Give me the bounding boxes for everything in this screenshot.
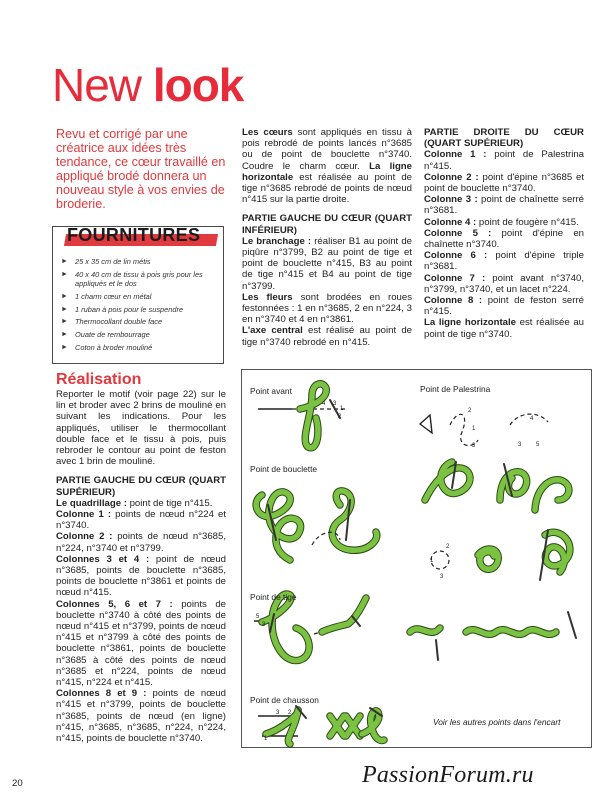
instruction: L'axe central est réalisé au point de tige n°3740 rebrodé en n°415. (242, 325, 412, 348)
svg-text:3: 3 (333, 401, 337, 407)
section-heading: PARTIE GAUCHE DU CŒUR (QUART SUPÉRIEUR) (56, 475, 226, 498)
instruction: Colonne 4 : point de fougère n°415. (424, 216, 579, 228)
svg-text:1: 1 (472, 426, 476, 432)
bullet-icon: ► (61, 270, 68, 278)
point-tige-illustration (254, 594, 366, 661)
svg-text:2: 2 (288, 710, 292, 716)
label-bouclette: Point de bouclette (250, 464, 318, 474)
point-chausson-illustration (258, 706, 384, 744)
section-heading: PARTIE DROITE DU CŒUR (QUART SUPÉRIEUR) (424, 127, 584, 150)
instruction: Colonne 6 : point d'épine triple n°3681. (424, 250, 584, 273)
supply-item: 25 x 35 cm de lin métis (75, 257, 151, 266)
bullet-icon: ► (61, 305, 68, 313)
label-point-avant: Point avant (250, 386, 292, 396)
supply-item: 1 ruban à pois pour le suspendre (75, 304, 184, 314)
label-chausson: Point de chausson (250, 695, 319, 705)
instruction: Colonne 1 : point de Palestrina n°415. (424, 149, 584, 172)
svg-text:4: 4 (530, 416, 534, 422)
supply-item: Ouate de rembourrage (75, 330, 150, 340)
label-palestrina: Point de Palestrina (420, 384, 491, 394)
instruction: Colonne 2 : points de nœud n°3685, n°224, n°3740 et n°3799. (56, 531, 226, 554)
instruction: La ligne horizontale est réalisée au point de tige n°3740. (424, 317, 584, 340)
instruction: Colonnes 8 et 9 : points de nœud n°415 et n°3799, points de bouclette n°3685, points de nœud (en ligne) n°415, n°3685, n°3685, n°224, n°224, n°415, points de bouclette n°3740. (56, 688, 226, 745)
instruction: Colonne 1 : points de nœud n°224 et n°3740. (56, 509, 227, 532)
svg-text:5: 5 (536, 442, 540, 448)
svg-text:2: 2 (468, 408, 472, 414)
instruction: Colonnes 5, 6 et 7 : points de bouclette n°3740 à côté des points de nœud n°415 et n°3799, points de nœud n°415 et n°3799 à côté des points de bouclette n°3861, points de bouclette n°3685 à côté des points de nœud n°3685 et n°224, points de nœud n°415, n°224 et n°415. (56, 598, 226, 689)
instruction: Colonne 2 : point d'épine n°3685 et point de bouclette n°3740. (424, 171, 585, 195)
bullet-icon: ► (61, 318, 68, 326)
see-more-note: Voir les autres points dans l'encart (433, 717, 561, 727)
bullet-icon: ► (61, 292, 68, 300)
svg-text:3: 3 (472, 443, 476, 449)
supply-item: Thermocollant double face (75, 317, 163, 327)
svg-text:3: 3 (276, 710, 280, 716)
supply-item: Coton à broder mouliné (75, 342, 153, 352)
svg-text:5: 5 (256, 614, 260, 620)
svg-text:3: 3 (262, 622, 266, 628)
instruction: Les cœurs sont appliqués en tissu à pois rebrodé de points lancés n°3685 ou de point de bouclette n°3740. Coudre le charm cœur. La ligne horizontale est réalisée au point de tige n°3685 rebrodé de points de nœud n°415 sur la partie droite. (242, 127, 412, 206)
svg-text:2: 2 (338, 414, 342, 420)
svg-text:1: 1 (340, 406, 344, 412)
realisation-heading: Réalisation (56, 371, 142, 388)
instruction: Colonne 7 : point avant n°3740, n°3799, n°3740, et un lacet n°224. (424, 272, 585, 295)
svg-text:2: 2 (446, 544, 450, 550)
svg-text:1: 1 (430, 558, 434, 564)
svg-text:3: 3 (440, 574, 444, 580)
realisation-paragraph: Reporter le motif (voir page 22) sur le lin et broder avec 2 brins de mouliné en suivant les indications. Pour les appliqués, utiliser le thermocollant double face et le tissu à pois, puis rebroder le contour au point de feston avec 1 brin de mouliné. (56, 389, 226, 468)
supply-item: 1 charm cœur en métal (75, 291, 152, 301)
title-bold: look (152, 59, 244, 111)
intro-text: Revu et corrigé par une créatrice aux idées très tendance, ce cœur travaillé en appliqué brodé donnera un nouveau style à vos envies de broderie. (56, 127, 226, 211)
watermark: PassionForum.ru (362, 762, 534, 788)
bullet-icon: ► (61, 343, 68, 351)
fournitures-title: FOURNITURES (67, 225, 201, 245)
section-heading: PARTIE GAUCHE DU CŒUR (QUART INFÉRIEUR) (242, 213, 412, 236)
bullet-icon: ► (61, 331, 68, 339)
supply-item: 40 x 40 cm de tissu à pois gris pour les appliqués et le dos (75, 269, 203, 288)
svg-text:1: 1 (264, 736, 268, 742)
label-tige: Point de tige (250, 592, 297, 602)
palestrina-illustration (410, 408, 576, 660)
instruction: Colonne 3 : point de chaînette serré n°3681. (424, 194, 585, 217)
instruction: Colonnes 3 et 4 : point de nœud n°3685, points de bouclette n°3685, points de bouclette n°3861 et points de nœud n°415. (56, 553, 226, 599)
title-light: New (52, 59, 142, 111)
bullet-icon: ► (61, 258, 68, 265)
instruction: Colonne 8 : point de feston serré n°415. (424, 295, 584, 318)
page-number: 20 (12, 778, 23, 789)
instruction: Le quadrillage : point de tige n°415. (56, 497, 213, 509)
svg-text:3: 3 (518, 442, 522, 448)
point-bouclette-illustration (256, 491, 377, 560)
instruction: Le branchage : réaliser B1 au point de piqûre n°3799, B2 au point de tige et point de bouclette n°415, B3 au point de tige n°415 et B4 au point de tige n°3799. (242, 235, 412, 292)
svg-text:4: 4 (322, 401, 326, 407)
instruction: Les fleurs sont brodées en roues festonnées : 1 en n°3685, 2 en n°224, 3 en n°3740 et 4 en n°3861. (242, 291, 413, 326)
instruction: Colonne 5 : point d'épine en chaînette n°3740. (424, 227, 584, 251)
